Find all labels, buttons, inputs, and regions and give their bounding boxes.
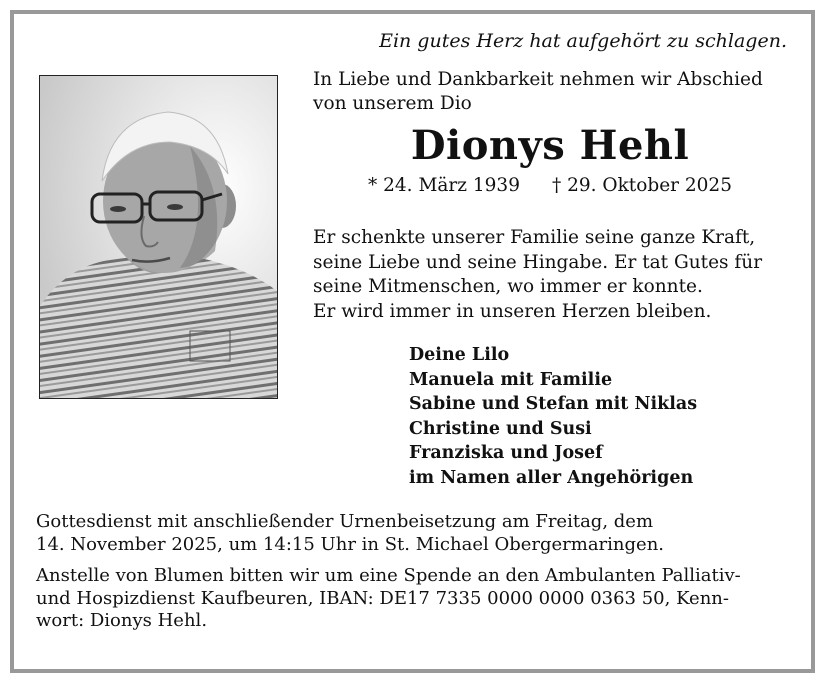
mourners-list [409,343,697,490]
birth-date: * 24. März 1939 [368,175,520,196]
tribute-line: seine Liebe und seine Hingabe. Er tat Gutes für [313,251,763,273]
portrait-photo [39,75,278,399]
deceased-name: Dionys Hehl [410,122,690,169]
tribute-text [313,226,762,324]
donation-line: wort: Dionys Hehl. [36,610,208,631]
death-date: † 29. Oktober 2025 [551,175,732,196]
mourner: im Namen aller Angehörigen [409,467,694,488]
intro-line: In Liebe und Dankbarkeit nehmen wir Abschied [313,69,763,90]
mourner: Sabine und Stefan mit Niklas [409,394,698,414]
intro-text [313,68,763,116]
donation-line: und Hospizdienst Kaufbeuren, IBAN: DE17 7335 0000 0000 0363 50, Kenn- [36,587,729,609]
mourner: Christine und Susi [409,418,592,439]
mourner: Manuela mit Familie [409,369,613,390]
motto: Ein gutes Herz hat aufgehört zu schlagen. [379,30,787,52]
mourner: Franziska und Josef [409,443,603,463]
tribute-line: Er wird immer in unseren Herzen bleiben. [313,300,712,322]
service-line: 14. November 2025, um 14:15 Uhr in St. Michael Obergermaringen. [36,533,665,555]
donation-line: Anstelle von Blumen bitten wir um eine Spende an den Ambulanten Palliativ- [36,565,741,586]
mourner: Deine Lilo [409,345,510,365]
portrait-illustration [40,76,277,398]
tribute-line: seine Mitmenschen, wo immer er konnte. [313,276,703,297]
life-dates [313,175,787,196]
donation-notice [36,565,741,633]
service-notice [36,511,664,556]
tribute-line: Er schenkte unserer Familie seine ganze Kraft, [313,227,756,248]
service-line: Gottesdienst mit anschließender Urnenbeisetzung am Freitag, dem [36,511,654,532]
intro-line: von unserem Dio [313,93,472,114]
